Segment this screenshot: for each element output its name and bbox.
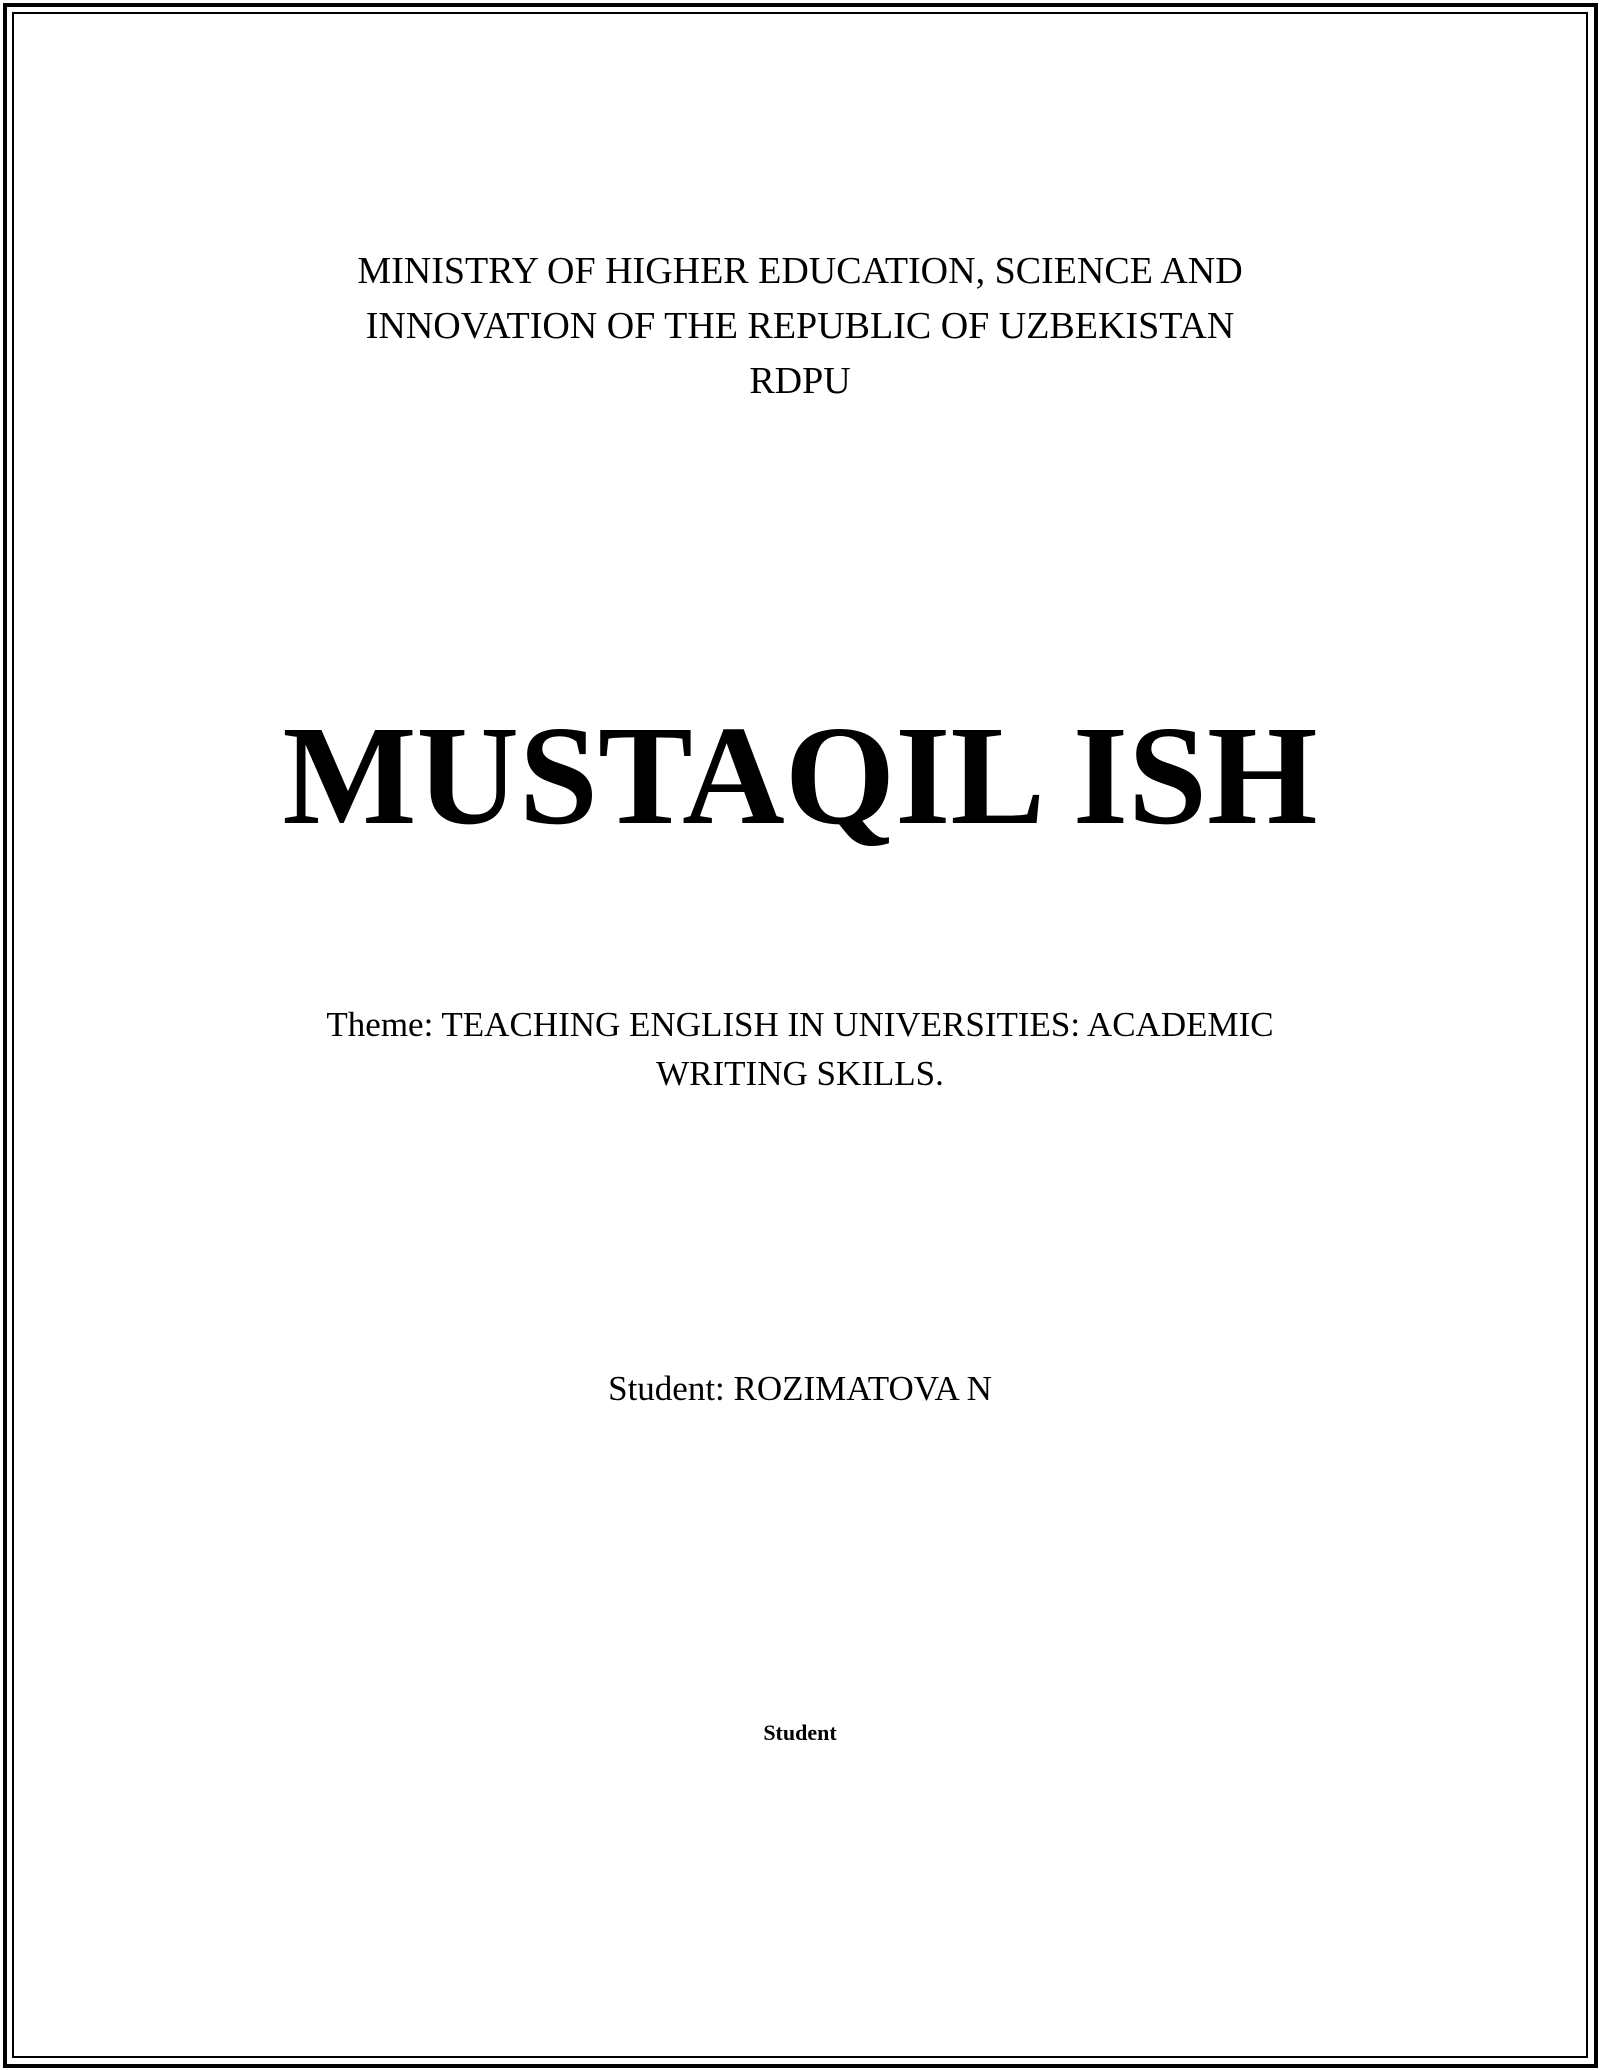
document-title: MUSTAQIL ISH bbox=[282, 696, 1318, 854]
theme-block bbox=[200, 1000, 1400, 1098]
ministry-header bbox=[200, 244, 1400, 409]
ministry-line-1: MINISTRY OF HIGHER EDUCATION, SCIENCE AND bbox=[357, 250, 1243, 292]
theme-line-1: Theme: TEACHING ENGLISH IN UNIVERSITIES: ACADEMIC bbox=[326, 1005, 1274, 1044]
ministry-line-2: INNOVATION OF THE REPUBLIC OF UZBEKISTAN bbox=[365, 305, 1235, 347]
university-abbreviation: RDPU bbox=[749, 360, 851, 402]
student-name: Student: ROZIMATOVA N bbox=[608, 1369, 992, 1408]
student-footer-label: Student bbox=[763, 1720, 837, 1745]
theme-line-2: WRITING SKILLS. bbox=[656, 1054, 944, 1093]
